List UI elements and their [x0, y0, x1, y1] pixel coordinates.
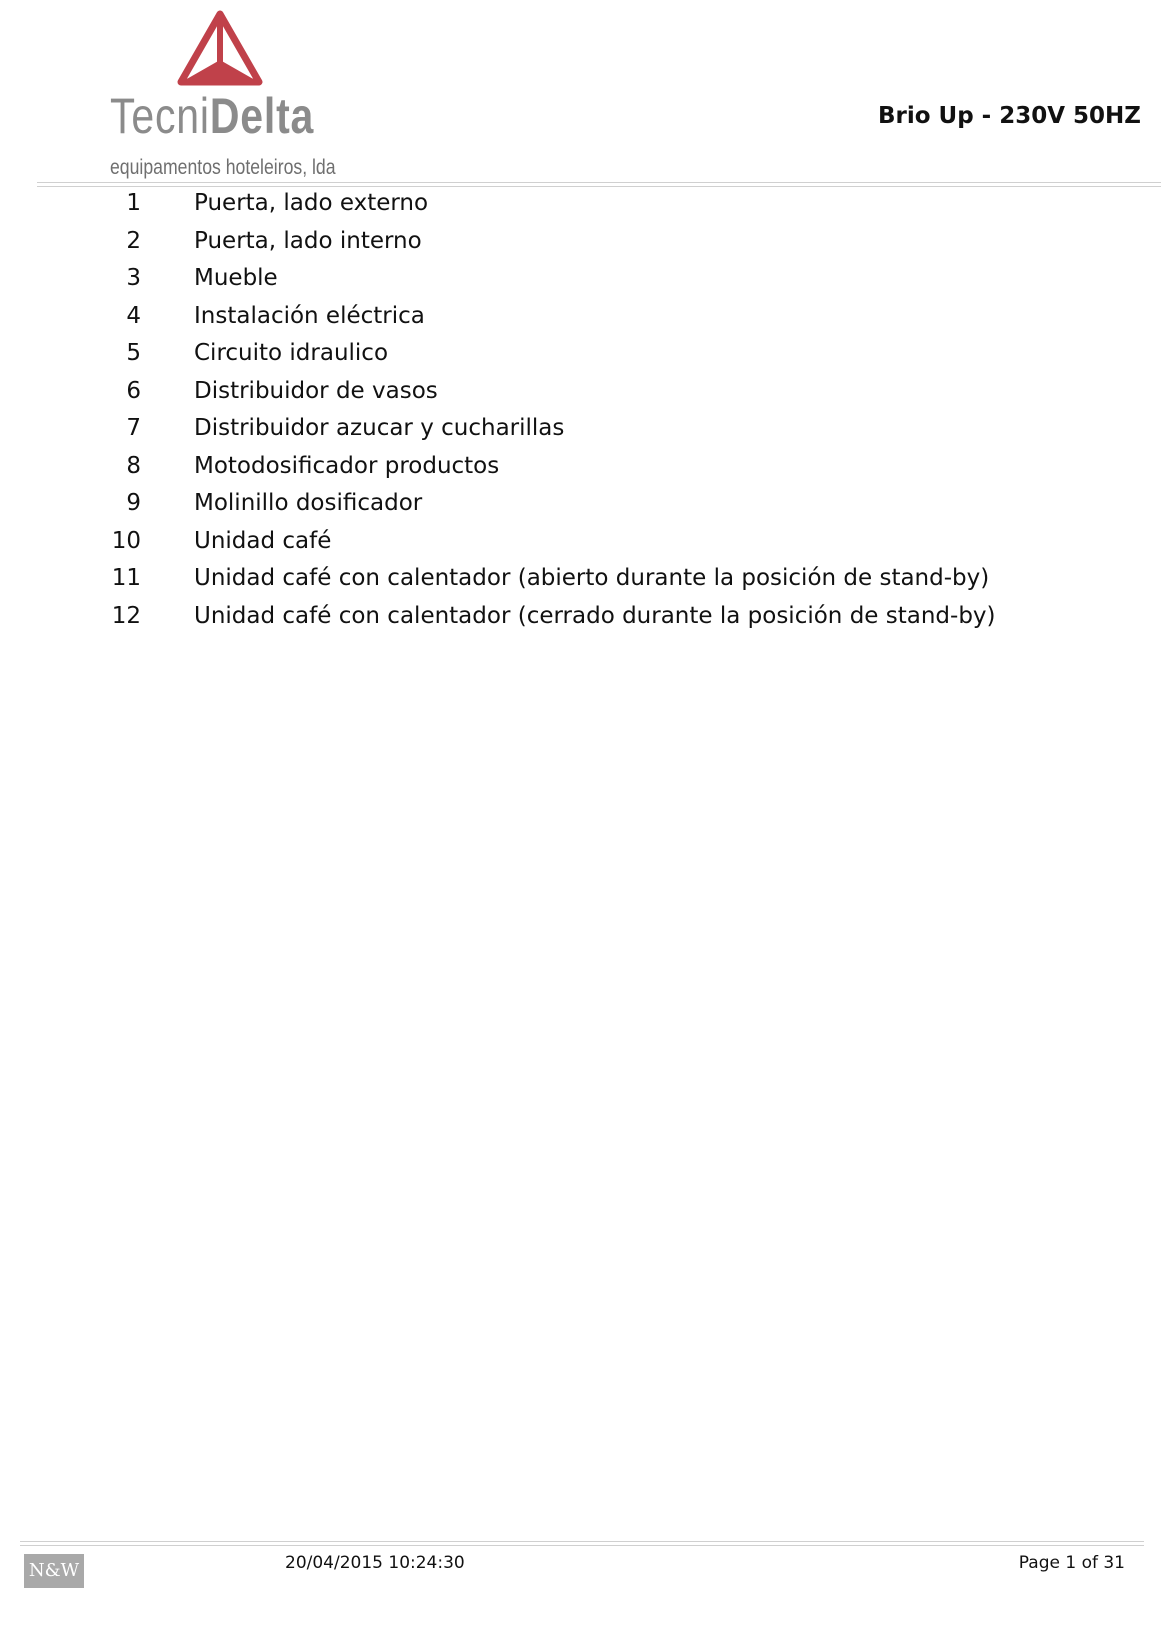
item-number: 11 — [111, 565, 141, 591]
list-item — [0, 335, 1167, 373]
item-description: Puerta, lado interno — [194, 227, 422, 254]
print-datetime: 20/04/2015 10:24:30 — [285, 1553, 465, 1573]
item-description: Puerta, lado externo — [194, 190, 429, 216]
item-number: 1 — [126, 190, 141, 216]
delta-triangle-icon — [175, 10, 265, 88]
item-description: Unidad café — [194, 527, 332, 554]
list-item — [0, 260, 1167, 298]
list-item — [0, 485, 1167, 523]
item-number: 5 — [126, 340, 141, 366]
logo-wordmark — [110, 88, 314, 144]
company-logo — [110, 10, 336, 180]
item-description: Molinillo dosificador — [194, 490, 423, 516]
item-description: Unidad café con calentador (cerrado durante la posición de stand-by) — [194, 602, 996, 629]
item-description: Unidad café con calentador (abierto durante la posición de stand-by) — [194, 565, 990, 591]
item-number: 3 — [126, 265, 141, 291]
list-item — [0, 560, 1167, 598]
list-item — [0, 523, 1167, 561]
list-item — [0, 448, 1167, 486]
item-description: Motodosificador productos — [194, 452, 500, 479]
list-item — [0, 298, 1167, 336]
list-item — [0, 185, 1167, 223]
item-number: 2 — [126, 227, 141, 254]
footer-divider — [20, 1541, 1144, 1546]
item-number: 6 — [126, 377, 141, 404]
item-description: Mueble — [194, 265, 278, 291]
list-item — [0, 373, 1167, 411]
list-item — [0, 410, 1167, 448]
item-description: Distribuidor de vasos — [194, 377, 438, 404]
list-item — [0, 598, 1167, 636]
page-number: Page 1 of 31 — [1018, 1553, 1125, 1573]
logo-name-part2: Delta — [209, 88, 315, 144]
item-number: 9 — [126, 490, 141, 516]
nw-logo: N&W — [24, 1554, 84, 1588]
logo-name-part1: Tecni — [110, 88, 210, 144]
item-number: 7 — [126, 415, 141, 441]
item-number: 10 — [111, 527, 141, 554]
logo-subtitle: equipamentos hoteleiros, lda — [110, 156, 336, 179]
item-number: 4 — [126, 302, 141, 329]
item-description: Instalación eléctrica — [194, 302, 425, 329]
item-number: 8 — [126, 452, 141, 479]
item-description: Distribuidor azucar y cucharillas — [194, 415, 565, 441]
parts-list — [0, 185, 1167, 635]
list-item — [0, 223, 1167, 261]
item-description: Circuito idraulico — [194, 340, 389, 366]
document-title: Brio Up - 230V 50HZ — [877, 103, 1141, 129]
item-number: 12 — [111, 602, 141, 629]
